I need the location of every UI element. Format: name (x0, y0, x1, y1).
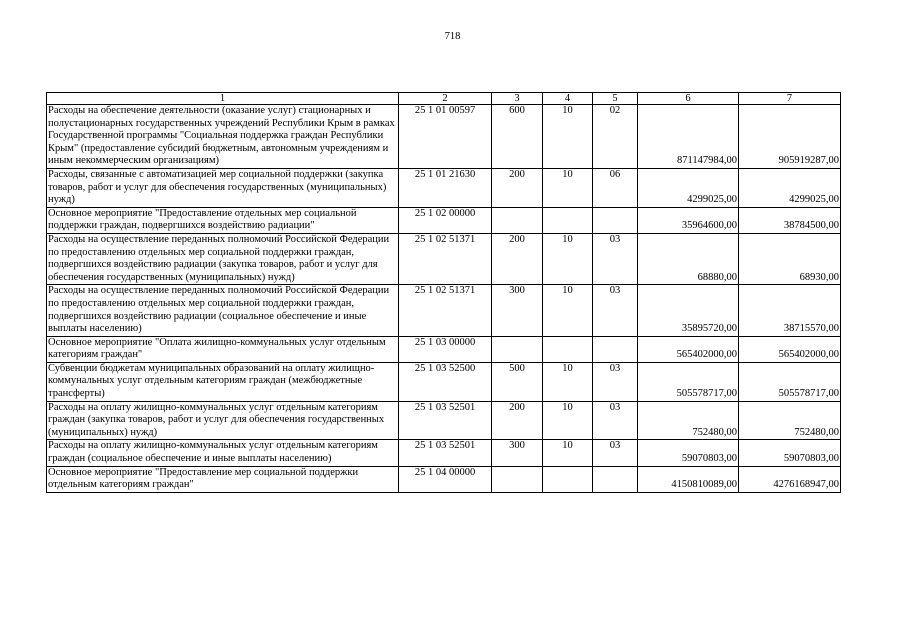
amount-year-2: 4276168947,00 (739, 466, 841, 492)
expense-type-code (492, 207, 543, 233)
target-article-code: 25 1 01 00597 (399, 105, 492, 169)
subsection-code (593, 336, 638, 362)
subsection-code (593, 207, 638, 233)
target-article-code: 25 1 02 51371 (399, 233, 492, 284)
expense-type-code: 200 (492, 401, 543, 440)
target-article-code: 25 1 03 00000 (399, 336, 492, 362)
section-code: 10 (543, 168, 593, 207)
amount-year-1: 4299025,00 (638, 168, 739, 207)
amount-year-2: 752480,00 (739, 401, 841, 440)
subsection-code: 03 (593, 233, 638, 284)
table-row (47, 466, 841, 492)
target-article-code: 25 1 03 52501 (399, 440, 492, 466)
subsection-code: 03 (593, 440, 638, 466)
amount-year-2: 38715570,00 (739, 285, 841, 336)
subsection-code: 03 (593, 362, 638, 401)
column-header: 2 (399, 93, 492, 105)
expense-type-code: 300 (492, 440, 543, 466)
row-description: Основное мероприятие "Предоставление отдельных мер социальной поддержки граждан, подвергшихся воздействию радиации" (47, 207, 399, 233)
table-row (47, 362, 841, 401)
expense-type-code: 200 (492, 168, 543, 207)
column-header: 1 (47, 93, 399, 105)
amount-year-1: 565402000,00 (638, 336, 739, 362)
target-article-code: 25 1 04 00000 (399, 466, 492, 492)
column-header: 3 (492, 93, 543, 105)
row-description: Расходы на оплату жилищно-коммунальных услуг отдельным категориям граждан (закупка товаров, работ и услуг для обеспечения государственных (муниципальных) нужд) (47, 401, 399, 440)
expense-type-code (492, 336, 543, 362)
section-code: 10 (543, 233, 593, 284)
table-row (47, 336, 841, 362)
amount-year-1: 35964600,00 (638, 207, 739, 233)
amount-year-2: 4299025,00 (739, 168, 841, 207)
table-row (47, 401, 841, 440)
target-article-code: 25 1 01 21630 (399, 168, 492, 207)
row-description: Расходы на оплату жилищно-коммунальных услуг отдельным категориям граждан (социальное обеспечение и иные выплаты населению) (47, 440, 399, 466)
row-description: Расходы на осуществление переданных полномочий Российской Федерации по предоставлению отдельных мер социальной поддержки граждан, подвергшихся воздействию радиации (социальное обеспечение и иные выплаты населению) (47, 285, 399, 336)
target-article-code: 25 1 02 51371 (399, 285, 492, 336)
column-header: 5 (593, 93, 638, 105)
table-row (47, 207, 841, 233)
table-row (47, 233, 841, 284)
column-header: 4 (543, 93, 593, 105)
section-code (543, 336, 593, 362)
subsection-code: 06 (593, 168, 638, 207)
table-row (47, 105, 841, 169)
table-header-row (47, 93, 841, 105)
row-description: Субвенции бюджетам муниципальных образований на оплату жилищно-коммунальных услуг отдельным категориям граждан (межбюджетные трансферты) (47, 362, 399, 401)
expense-type-code: 500 (492, 362, 543, 401)
section-code: 10 (543, 285, 593, 336)
section-code: 10 (543, 401, 593, 440)
amount-year-2: 505578717,00 (739, 362, 841, 401)
target-article-code: 25 1 02 00000 (399, 207, 492, 233)
amount-year-2: 565402000,00 (739, 336, 841, 362)
column-header: 6 (638, 93, 739, 105)
amount-year-1: 35895720,00 (638, 285, 739, 336)
amount-year-2: 38784500,00 (739, 207, 841, 233)
amount-year-2: 59070803,00 (739, 440, 841, 466)
row-description: Основное мероприятие "Оплата жилищно-коммунальных услуг отдельным категориям граждан" (47, 336, 399, 362)
subsection-code (593, 466, 638, 492)
section-code (543, 466, 593, 492)
amount-year-1: 59070803,00 (638, 440, 739, 466)
expense-type-code (492, 466, 543, 492)
budget-table (46, 92, 841, 493)
section-code: 10 (543, 362, 593, 401)
amount-year-1: 752480,00 (638, 401, 739, 440)
table-row (47, 285, 841, 336)
row-description: Расходы на обеспечение деятельности (оказание услуг) стационарных и полустационарных государственных учреждений Республики Крым в рамках Государственной программы "Социальная поддержка граждан Республики Крым" (предоставление субсидий бюджетным, автономным учреждениям и иным некоммерческим организациям) (47, 105, 399, 169)
amount-year-1: 4150810089,00 (638, 466, 739, 492)
target-article-code: 25 1 03 52500 (399, 362, 492, 401)
amount-year-2: 905919287,00 (739, 105, 841, 169)
row-description: Расходы на осуществление переданных полномочий Российской Федерации по предоставлению отдельных мер социальной поддержки граждан, подвергшихся воздействию радиации (закупка товаров, работ и услуг для обеспечения государственных (муниципальных) нужд) (47, 233, 399, 284)
row-description: Расходы, связанные с автоматизацией мер социальной поддержки (закупка товаров, работ и услуг для обеспечения государственных (муниципальных) нужд) (47, 168, 399, 207)
page-number: 718 (444, 31, 461, 42)
section-code: 10 (543, 105, 593, 169)
subsection-code: 03 (593, 401, 638, 440)
amount-year-1: 871147984,00 (638, 105, 739, 169)
amount-year-1: 505578717,00 (638, 362, 739, 401)
table-row (47, 440, 841, 466)
subsection-code: 03 (593, 285, 638, 336)
expense-type-code: 600 (492, 105, 543, 169)
amount-year-2: 68930,00 (739, 233, 841, 284)
subsection-code: 02 (593, 105, 638, 169)
column-header: 7 (739, 93, 841, 105)
expense-type-code: 200 (492, 233, 543, 284)
table-row (47, 168, 841, 207)
target-article-code: 25 1 03 52501 (399, 401, 492, 440)
row-description: Основное мероприятие "Предоставление мер социальной поддержки отдельным категориям граждан" (47, 466, 399, 492)
section-code (543, 207, 593, 233)
amount-year-1: 68880,00 (638, 233, 739, 284)
expense-type-code: 300 (492, 285, 543, 336)
section-code: 10 (543, 440, 593, 466)
